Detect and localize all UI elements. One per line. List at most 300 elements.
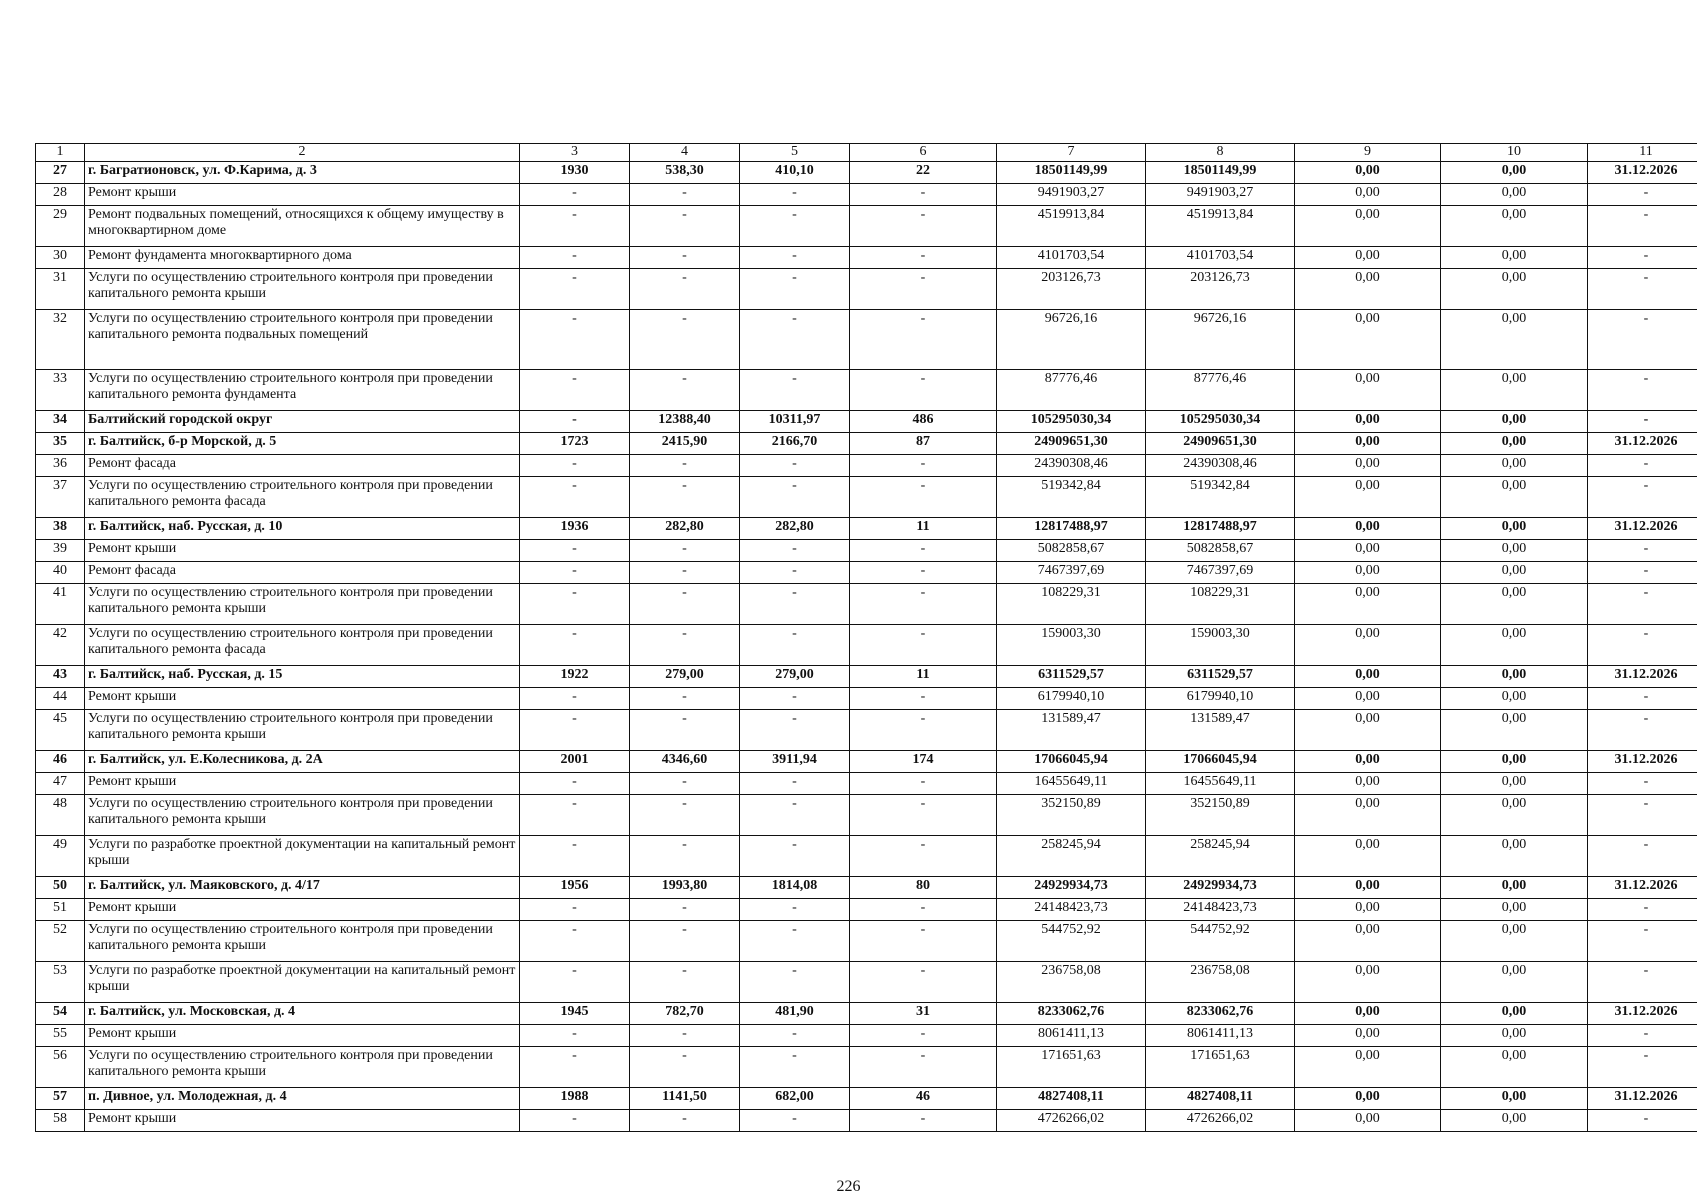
page-number: 226 xyxy=(836,1178,861,1195)
cost-total-cell: 4726266,02 xyxy=(997,1110,1146,1132)
residents-cell: - xyxy=(850,269,997,310)
cost-budget-cell: 0,00 xyxy=(1295,773,1441,795)
cost-budget-cell: 0,00 xyxy=(1295,666,1441,688)
area-total-cell: - xyxy=(630,477,740,518)
area-living-cell: - xyxy=(740,269,850,310)
table-row-group xyxy=(36,518,1697,540)
cost-other-cell: 0,00 xyxy=(1441,433,1588,455)
residents-cell: - xyxy=(850,921,997,962)
cost-other-cell: 0,00 xyxy=(1441,1088,1588,1110)
row-number-cell: 53 xyxy=(36,962,85,1003)
year-cell: 1956 xyxy=(520,877,630,899)
cost-fund-cell: 108229,31 xyxy=(1146,584,1295,625)
year-cell: - xyxy=(520,455,630,477)
area-living-cell: - xyxy=(740,206,850,247)
year-cell: - xyxy=(520,795,630,836)
table-row xyxy=(36,247,1697,269)
item-name-cell: Ремонт крыши xyxy=(85,184,520,206)
area-total-cell: - xyxy=(630,773,740,795)
table-row xyxy=(36,962,1697,1003)
residents-cell: 87 xyxy=(850,433,997,455)
cost-total-cell: 6311529,57 xyxy=(997,666,1146,688)
cost-fund-cell: 8061411,13 xyxy=(1146,1025,1295,1047)
deadline-cell: - xyxy=(1588,1025,1697,1047)
cost-total-cell: 108229,31 xyxy=(997,584,1146,625)
area-living-cell: - xyxy=(740,921,850,962)
column-header: 11 xyxy=(1588,144,1697,162)
cost-budget-cell: 0,00 xyxy=(1295,540,1441,562)
area-living-cell: 481,90 xyxy=(740,1003,850,1025)
cost-total-cell: 4101703,54 xyxy=(997,247,1146,269)
residents-cell: - xyxy=(850,773,997,795)
item-name-cell: г. Балтийск, наб. Русская, д. 10 xyxy=(85,518,520,540)
cost-other-cell: 0,00 xyxy=(1441,1003,1588,1025)
area-total-cell: 538,30 xyxy=(630,162,740,184)
deadline-cell: - xyxy=(1588,206,1697,247)
area-living-cell: - xyxy=(740,584,850,625)
cost-total-cell: 7467397,69 xyxy=(997,562,1146,584)
table-row-group xyxy=(36,162,1697,184)
row-number-cell: 34 xyxy=(36,411,85,433)
area-living-cell: - xyxy=(740,625,850,666)
table-body xyxy=(36,162,1697,1132)
table-row-group xyxy=(36,877,1697,899)
area-living-cell: 2166,70 xyxy=(740,433,850,455)
table-row xyxy=(36,836,1697,877)
table-row xyxy=(36,477,1697,518)
cost-budget-cell: 0,00 xyxy=(1295,206,1441,247)
area-total-cell: 279,00 xyxy=(630,666,740,688)
row-number-cell: 39 xyxy=(36,540,85,562)
area-living-cell: - xyxy=(740,1025,850,1047)
item-name-cell: Услуги по разработке проектной документации на капитальный ремонт крыши xyxy=(85,836,520,877)
deadline-cell: - xyxy=(1588,710,1697,751)
deadline-cell: 31.12.2026 xyxy=(1588,1003,1697,1025)
deadline-cell: - xyxy=(1588,899,1697,921)
cost-other-cell: 0,00 xyxy=(1441,877,1588,899)
deadline-cell: - xyxy=(1588,269,1697,310)
cost-budget-cell: 0,00 xyxy=(1295,836,1441,877)
cost-other-cell: 0,00 xyxy=(1441,411,1588,433)
year-cell: - xyxy=(520,310,630,370)
item-name-cell: Ремонт крыши xyxy=(85,1025,520,1047)
column-header: 5 xyxy=(740,144,850,162)
cost-total-cell: 18501149,99 xyxy=(997,162,1146,184)
cost-fund-cell: 352150,89 xyxy=(1146,795,1295,836)
area-living-cell: - xyxy=(740,899,850,921)
cost-fund-cell: 17066045,94 xyxy=(1146,751,1295,773)
cost-fund-cell: 4827408,11 xyxy=(1146,1088,1295,1110)
cost-total-cell: 159003,30 xyxy=(997,625,1146,666)
cost-budget-cell: 0,00 xyxy=(1295,584,1441,625)
residents-cell: - xyxy=(850,184,997,206)
row-number-cell: 41 xyxy=(36,584,85,625)
area-living-cell: - xyxy=(740,688,850,710)
area-living-cell: - xyxy=(740,795,850,836)
residents-cell: - xyxy=(850,584,997,625)
cost-fund-cell: 4101703,54 xyxy=(1146,247,1295,269)
item-name-cell: г. Багратионовск, ул. Ф.Карима, д. 3 xyxy=(85,162,520,184)
area-total-cell: - xyxy=(630,269,740,310)
cost-other-cell: 0,00 xyxy=(1441,1047,1588,1088)
deadline-cell: - xyxy=(1588,921,1697,962)
residents-cell: 174 xyxy=(850,751,997,773)
residents-cell: 11 xyxy=(850,518,997,540)
cost-total-cell: 203126,73 xyxy=(997,269,1146,310)
cost-budget-cell: 0,00 xyxy=(1295,411,1441,433)
row-number-cell: 51 xyxy=(36,899,85,921)
table-row xyxy=(36,1025,1697,1047)
item-name-cell: Услуги по осуществлению строительного контроля при проведении капитального ремонта крыши xyxy=(85,1047,520,1088)
column-header: 1 xyxy=(36,144,85,162)
deadline-cell: - xyxy=(1588,625,1697,666)
cost-fund-cell: 6179940,10 xyxy=(1146,688,1295,710)
area-total-cell: - xyxy=(630,625,740,666)
item-name-cell: Балтийский городской округ xyxy=(85,411,520,433)
area-total-cell: - xyxy=(630,540,740,562)
area-total-cell: - xyxy=(630,584,740,625)
year-cell: - xyxy=(520,625,630,666)
cost-budget-cell: 0,00 xyxy=(1295,795,1441,836)
residents-cell: - xyxy=(850,206,997,247)
cost-budget-cell: 0,00 xyxy=(1295,962,1441,1003)
cost-other-cell: 0,00 xyxy=(1441,899,1588,921)
item-name-cell: Ремонт подвальных помещений, относящихся к общему имуществу в многоквартирном доме xyxy=(85,206,520,247)
deadline-cell: 31.12.2026 xyxy=(1588,1088,1697,1110)
deadline-cell: 31.12.2026 xyxy=(1588,877,1697,899)
row-number-cell: 45 xyxy=(36,710,85,751)
area-total-cell: 282,80 xyxy=(630,518,740,540)
area-total-cell: - xyxy=(630,795,740,836)
area-living-cell: 282,80 xyxy=(740,518,850,540)
year-cell: 1930 xyxy=(520,162,630,184)
cost-budget-cell: 0,00 xyxy=(1295,877,1441,899)
cost-total-cell: 258245,94 xyxy=(997,836,1146,877)
cost-fund-cell: 96726,16 xyxy=(1146,310,1295,370)
row-number-cell: 52 xyxy=(36,921,85,962)
cost-budget-cell: 0,00 xyxy=(1295,751,1441,773)
deadline-cell: - xyxy=(1588,584,1697,625)
table-row xyxy=(36,1110,1697,1132)
cost-total-cell: 16455649,11 xyxy=(997,773,1146,795)
row-number-cell: 46 xyxy=(36,751,85,773)
cost-fund-cell: 9491903,27 xyxy=(1146,184,1295,206)
area-total-cell: - xyxy=(630,710,740,751)
year-cell: - xyxy=(520,269,630,310)
area-living-cell: 3911,94 xyxy=(740,751,850,773)
cost-other-cell: 0,00 xyxy=(1441,836,1588,877)
item-name-cell: Ремонт фасада xyxy=(85,455,520,477)
year-cell: 1723 xyxy=(520,433,630,455)
cost-other-cell: 0,00 xyxy=(1441,795,1588,836)
row-number-cell: 56 xyxy=(36,1047,85,1088)
row-number-cell: 35 xyxy=(36,433,85,455)
residents-cell: - xyxy=(850,795,997,836)
cost-fund-cell: 6311529,57 xyxy=(1146,666,1295,688)
residents-cell: - xyxy=(850,1110,997,1132)
table-row-group xyxy=(36,411,1697,433)
cost-other-cell: 0,00 xyxy=(1441,269,1588,310)
area-living-cell: - xyxy=(740,710,850,751)
row-number-cell: 57 xyxy=(36,1088,85,1110)
cost-total-cell: 544752,92 xyxy=(997,921,1146,962)
cost-fund-cell: 5082858,67 xyxy=(1146,540,1295,562)
cost-fund-cell: 258245,94 xyxy=(1146,836,1295,877)
area-total-cell: - xyxy=(630,921,740,962)
cost-total-cell: 8233062,76 xyxy=(997,1003,1146,1025)
year-cell: - xyxy=(520,688,630,710)
cost-other-cell: 0,00 xyxy=(1441,773,1588,795)
cost-fund-cell: 24909651,30 xyxy=(1146,433,1295,455)
residents-cell: - xyxy=(850,899,997,921)
item-name-cell: Ремонт крыши xyxy=(85,773,520,795)
cost-other-cell: 0,00 xyxy=(1441,247,1588,269)
cost-total-cell: 17066045,94 xyxy=(997,751,1146,773)
row-number-cell: 50 xyxy=(36,877,85,899)
deadline-cell: - xyxy=(1588,1110,1697,1132)
deadline-cell: - xyxy=(1588,247,1697,269)
row-number-cell: 31 xyxy=(36,269,85,310)
deadline-cell: - xyxy=(1588,836,1697,877)
year-cell: - xyxy=(520,477,630,518)
area-total-cell: 12388,40 xyxy=(630,411,740,433)
residents-cell: - xyxy=(850,625,997,666)
item-name-cell: Услуги по осуществлению строительного контроля при проведении капитального ремонта фасада xyxy=(85,477,520,518)
residents-cell: - xyxy=(850,477,997,518)
row-number-cell: 40 xyxy=(36,562,85,584)
cost-other-cell: 0,00 xyxy=(1441,518,1588,540)
cost-budget-cell: 0,00 xyxy=(1295,710,1441,751)
area-total-cell: - xyxy=(630,562,740,584)
row-number-cell: 54 xyxy=(36,1003,85,1025)
row-number-cell: 42 xyxy=(36,625,85,666)
cost-other-cell: 0,00 xyxy=(1441,1025,1588,1047)
cost-total-cell: 352150,89 xyxy=(997,795,1146,836)
row-number-cell: 48 xyxy=(36,795,85,836)
table-row xyxy=(36,688,1697,710)
column-header: 10 xyxy=(1441,144,1588,162)
cost-fund-cell: 4519913,84 xyxy=(1146,206,1295,247)
cost-fund-cell: 24148423,73 xyxy=(1146,899,1295,921)
year-cell: - xyxy=(520,584,630,625)
cost-fund-cell: 203126,73 xyxy=(1146,269,1295,310)
year-cell: 1945 xyxy=(520,1003,630,1025)
area-total-cell: - xyxy=(630,962,740,1003)
residents-cell: - xyxy=(850,562,997,584)
item-name-cell: г. Балтийск, ул. Маяковского, д. 4/17 xyxy=(85,877,520,899)
area-living-cell: 1814,08 xyxy=(740,877,850,899)
cost-budget-cell: 0,00 xyxy=(1295,162,1441,184)
table-row-group xyxy=(36,1003,1697,1025)
table-row-group xyxy=(36,751,1697,773)
area-living-cell: - xyxy=(740,310,850,370)
item-name-cell: Услуги по осуществлению строительного контроля при проведении капитального ремонта фасада xyxy=(85,625,520,666)
table-row xyxy=(36,540,1697,562)
residents-cell: - xyxy=(850,247,997,269)
cost-total-cell: 5082858,67 xyxy=(997,540,1146,562)
row-number-cell: 28 xyxy=(36,184,85,206)
residents-cell: 11 xyxy=(850,666,997,688)
year-cell: - xyxy=(520,1047,630,1088)
cost-fund-cell: 24929934,73 xyxy=(1146,877,1295,899)
item-name-cell: Услуги по осуществлению строительного контроля при проведении капитального ремонта крыши xyxy=(85,710,520,751)
item-name-cell: Услуги по осуществлению строительного контроля при проведении капитального ремонта фундамента xyxy=(85,370,520,411)
year-cell: - xyxy=(520,1110,630,1132)
cost-other-cell: 0,00 xyxy=(1441,310,1588,370)
year-cell: - xyxy=(520,184,630,206)
column-header: 4 xyxy=(630,144,740,162)
year-cell: 2001 xyxy=(520,751,630,773)
table-row xyxy=(36,310,1697,370)
column-number-row xyxy=(36,144,1697,162)
cost-budget-cell: 0,00 xyxy=(1295,899,1441,921)
deadline-cell: 31.12.2026 xyxy=(1588,162,1697,184)
table-row xyxy=(36,584,1697,625)
cost-total-cell: 4519913,84 xyxy=(997,206,1146,247)
cost-fund-cell: 236758,08 xyxy=(1146,962,1295,1003)
cost-budget-cell: 0,00 xyxy=(1295,1110,1441,1132)
table-row-group xyxy=(36,433,1697,455)
cost-total-cell: 105295030,34 xyxy=(997,411,1146,433)
item-name-cell: г. Балтийск, ул. Е.Колесникова, д. 2А xyxy=(85,751,520,773)
residents-cell: 46 xyxy=(850,1088,997,1110)
cost-budget-cell: 0,00 xyxy=(1295,184,1441,206)
cost-total-cell: 9491903,27 xyxy=(997,184,1146,206)
cost-total-cell: 12817488,97 xyxy=(997,518,1146,540)
cost-budget-cell: 0,00 xyxy=(1295,1025,1441,1047)
deadline-cell: - xyxy=(1588,562,1697,584)
cost-budget-cell: 0,00 xyxy=(1295,477,1441,518)
cost-fund-cell: 544752,92 xyxy=(1146,921,1295,962)
cost-other-cell: 0,00 xyxy=(1441,162,1588,184)
residents-cell: - xyxy=(850,1047,997,1088)
table-row xyxy=(36,1047,1697,1088)
cost-fund-cell: 105295030,34 xyxy=(1146,411,1295,433)
year-cell: - xyxy=(520,540,630,562)
cost-total-cell: 24929934,73 xyxy=(997,877,1146,899)
cost-other-cell: 0,00 xyxy=(1441,184,1588,206)
cost-total-cell: 96726,16 xyxy=(997,310,1146,370)
area-total-cell: - xyxy=(630,899,740,921)
cost-budget-cell: 0,00 xyxy=(1295,562,1441,584)
table-row-group xyxy=(36,1088,1697,1110)
cost-other-cell: 0,00 xyxy=(1441,370,1588,411)
cost-fund-cell: 519342,84 xyxy=(1146,477,1295,518)
cost-fund-cell: 18501149,99 xyxy=(1146,162,1295,184)
row-number-cell: 44 xyxy=(36,688,85,710)
year-cell: - xyxy=(520,247,630,269)
item-name-cell: Услуги по осуществлению строительного контроля при проведении капитального ремонта крыши xyxy=(85,269,520,310)
cost-fund-cell: 159003,30 xyxy=(1146,625,1295,666)
area-total-cell: - xyxy=(630,310,740,370)
table-row-group xyxy=(36,666,1697,688)
residents-cell: - xyxy=(850,455,997,477)
cost-budget-cell: 0,00 xyxy=(1295,1047,1441,1088)
row-number-cell: 36 xyxy=(36,455,85,477)
area-living-cell: - xyxy=(740,370,850,411)
cost-fund-cell: 7467397,69 xyxy=(1146,562,1295,584)
item-name-cell: Ремонт крыши xyxy=(85,899,520,921)
row-number-cell: 38 xyxy=(36,518,85,540)
item-name-cell: Услуги по разработке проектной документации на капитальный ремонт крыши xyxy=(85,962,520,1003)
cost-budget-cell: 0,00 xyxy=(1295,688,1441,710)
area-living-cell: 682,00 xyxy=(740,1088,850,1110)
cost-budget-cell: 0,00 xyxy=(1295,310,1441,370)
area-total-cell: 2415,90 xyxy=(630,433,740,455)
table-row xyxy=(36,899,1697,921)
cost-budget-cell: 0,00 xyxy=(1295,455,1441,477)
cost-other-cell: 0,00 xyxy=(1441,1110,1588,1132)
cost-fund-cell: 8233062,76 xyxy=(1146,1003,1295,1025)
cost-budget-cell: 0,00 xyxy=(1295,1088,1441,1110)
column-header: 6 xyxy=(850,144,997,162)
row-number-cell: 55 xyxy=(36,1025,85,1047)
column-header: 9 xyxy=(1295,144,1441,162)
cost-total-cell: 24148423,73 xyxy=(997,899,1146,921)
residents-cell: - xyxy=(850,1025,997,1047)
column-header: 7 xyxy=(997,144,1146,162)
item-name-cell: п. Дивное, ул. Молодежная, д. 4 xyxy=(85,1088,520,1110)
year-cell: - xyxy=(520,206,630,247)
cost-total-cell: 236758,08 xyxy=(997,962,1146,1003)
year-cell: - xyxy=(520,921,630,962)
deadline-cell: - xyxy=(1588,795,1697,836)
area-total-cell: 1993,80 xyxy=(630,877,740,899)
deadline-cell: 31.12.2026 xyxy=(1588,751,1697,773)
area-total-cell: 4346,60 xyxy=(630,751,740,773)
row-number-cell: 47 xyxy=(36,773,85,795)
area-total-cell: - xyxy=(630,206,740,247)
item-name-cell: Услуги по осуществлению строительного контроля при проведении капитального ремонта крыши xyxy=(85,584,520,625)
item-name-cell: г. Балтийск, ул. Московская, д. 4 xyxy=(85,1003,520,1025)
cost-other-cell: 0,00 xyxy=(1441,540,1588,562)
column-header: 2 xyxy=(85,144,520,162)
column-header: 8 xyxy=(1146,144,1295,162)
cost-other-cell: 0,00 xyxy=(1441,921,1588,962)
cost-other-cell: 0,00 xyxy=(1441,666,1588,688)
cost-budget-cell: 0,00 xyxy=(1295,625,1441,666)
cost-other-cell: 0,00 xyxy=(1441,206,1588,247)
row-number-cell: 30 xyxy=(36,247,85,269)
area-total-cell: - xyxy=(630,688,740,710)
deadline-cell: 31.12.2026 xyxy=(1588,518,1697,540)
area-living-cell: 279,00 xyxy=(740,666,850,688)
cost-other-cell: 0,00 xyxy=(1441,710,1588,751)
cost-budget-cell: 0,00 xyxy=(1295,1003,1441,1025)
deadline-cell: - xyxy=(1588,184,1697,206)
cost-fund-cell: 16455649,11 xyxy=(1146,773,1295,795)
table-row xyxy=(36,795,1697,836)
deadline-cell: - xyxy=(1588,477,1697,518)
cost-total-cell: 24390308,46 xyxy=(997,455,1146,477)
area-total-cell: - xyxy=(630,370,740,411)
cost-fund-cell: 131589,47 xyxy=(1146,710,1295,751)
area-living-cell: - xyxy=(740,836,850,877)
area-living-cell: 10311,97 xyxy=(740,411,850,433)
cost-fund-cell: 4726266,02 xyxy=(1146,1110,1295,1132)
residents-cell: - xyxy=(850,710,997,751)
year-cell: - xyxy=(520,370,630,411)
cost-total-cell: 6179940,10 xyxy=(997,688,1146,710)
area-living-cell: - xyxy=(740,247,850,269)
area-total-cell: - xyxy=(630,1025,740,1047)
residents-cell: - xyxy=(850,310,997,370)
cost-other-cell: 0,00 xyxy=(1441,625,1588,666)
table-row xyxy=(36,370,1697,411)
year-cell: - xyxy=(520,411,630,433)
deadline-cell: - xyxy=(1588,540,1697,562)
cost-other-cell: 0,00 xyxy=(1441,962,1588,1003)
